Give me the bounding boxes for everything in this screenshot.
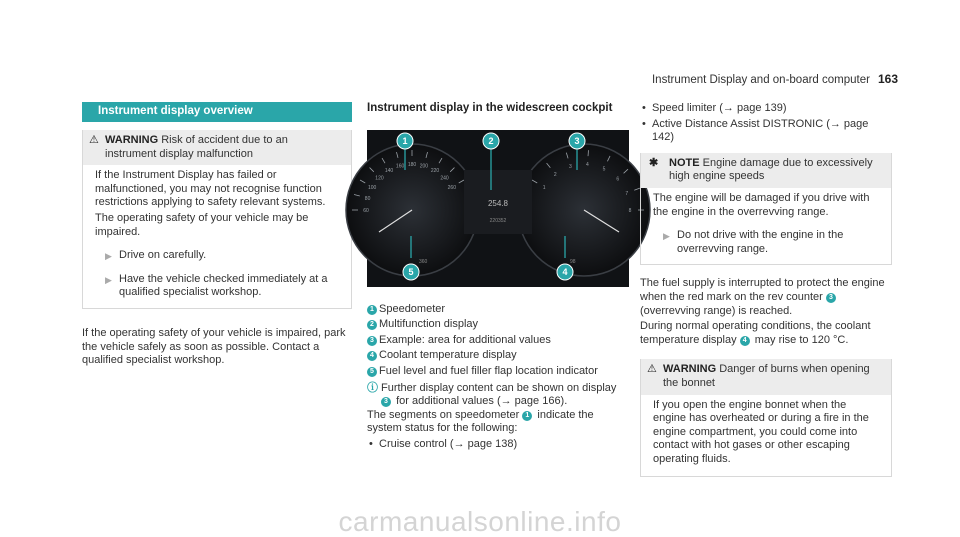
section-heading: Instrument display in the widescreen cockpit xyxy=(367,102,629,116)
ref-badge: 4 xyxy=(740,336,750,346)
info-note: ⓘ Further display content can be shown on display 3 for additional values (→ page 166). xyxy=(367,382,629,409)
note-label: NOTE xyxy=(669,157,700,169)
bullet-item: • Active Distance Assist DISTRONIC (→ page 142) xyxy=(640,118,892,145)
legend-item: 2 Multifunction display xyxy=(367,318,629,332)
dial-label: 60 xyxy=(363,208,369,214)
warning-header xyxy=(83,130,351,165)
note-heading: Engine damage due to excessively high engine speeds xyxy=(669,157,873,183)
dial-label: 220 xyxy=(431,168,440,174)
dial-label: 200 xyxy=(420,163,429,169)
warning-heading: Danger of burns when opening the bonnet xyxy=(663,363,870,389)
dial-label: 8 xyxy=(629,208,632,214)
warning-text-1: If the Instrument Display has failed or malfunctioned, you may not recognise function restrictions applying to safety relevant systems. xyxy=(95,169,339,210)
action-step xyxy=(95,249,339,263)
svg-text:4: 4 xyxy=(562,267,567,277)
odometer-value: 220352 xyxy=(490,218,507,224)
svg-text:5: 5 xyxy=(408,267,413,277)
fuel-paragraph: The fuel supply is interrupted to protect the engine when the red mark on the rev counter 3 (overrevving range) is reached. xyxy=(640,277,892,318)
right-column xyxy=(640,102,892,477)
dial-label: 6 xyxy=(616,176,619,182)
note-text: The engine will be damaged if you drive with the engine in the overrevving range. xyxy=(653,192,879,219)
warning-text: If you open the engine bonnet when the engine has overheated or during a fire in the engine compartment, you could come into contact with hot gases or other escaping operating fluids. xyxy=(653,399,879,467)
page-number: 163 xyxy=(878,73,898,87)
warning-text-2: The operating safety of your vehicle may be impaired. xyxy=(95,212,339,239)
body-paragraph: If the operating safety of your vehicle is impaired, park the vehicle safely as soon as possible. Contact a qualified specialist workshop. xyxy=(82,327,352,368)
dial-label: 7 xyxy=(625,191,628,197)
warning-header xyxy=(641,359,891,394)
left-column xyxy=(82,102,352,368)
note-box xyxy=(640,153,892,266)
legend-item: 4 Coolant temperature display xyxy=(367,349,629,363)
dial-label: 4 xyxy=(586,162,589,168)
action-step-text: Do not drive with the engine in the overrevving range. xyxy=(677,229,843,255)
dial-label: 5 xyxy=(603,166,606,172)
callout-1 xyxy=(397,133,413,149)
action-step xyxy=(653,229,879,256)
svg-text:1: 1 xyxy=(402,136,407,146)
svg-text:3: 3 xyxy=(574,136,579,146)
page-header-title: Instrument Display and on-board computer xyxy=(652,74,870,88)
dial-label: 180 xyxy=(408,162,417,168)
warning-box xyxy=(82,130,352,309)
callout-4 xyxy=(557,264,573,280)
action-step xyxy=(95,273,339,300)
callout-3 xyxy=(569,133,585,149)
warning-heading: Risk of accident due to an instrument display malfunction xyxy=(105,134,288,160)
legend-list xyxy=(367,303,629,379)
trip-value: 254.8 xyxy=(488,199,509,208)
svg-text:2: 2 xyxy=(488,136,493,146)
warning-box-burns xyxy=(640,359,892,477)
dial-label: 80 xyxy=(365,196,371,202)
cockpit-illustration xyxy=(367,130,629,287)
note-icon: ✱ xyxy=(649,157,658,171)
legend-item: 5 Fuel level and fuel filler flap location indicator xyxy=(367,365,629,379)
warning-triangle-icon: ⚠ xyxy=(647,363,657,377)
dial-label: 160 xyxy=(396,163,405,169)
callout-2 xyxy=(483,133,499,149)
section-title: Instrument display overview xyxy=(82,102,352,122)
ref-badge: 1 xyxy=(522,411,532,421)
coolant-value: 98 xyxy=(570,259,576,265)
warning-body xyxy=(641,395,891,477)
action-step-text: Have the vehicle checked immediately at a qualified specialist workshop. xyxy=(119,273,328,299)
dial-label: 2 xyxy=(554,172,557,178)
dial-label: 3 xyxy=(569,164,572,170)
ref-badge: 3 xyxy=(381,397,391,407)
note-header xyxy=(641,153,891,188)
dial-label: 140 xyxy=(385,168,394,174)
dial-label: 260 xyxy=(448,185,457,191)
arrow-icon: ▶ xyxy=(105,250,112,264)
coolant-paragraph: During normal operating conditions, the coolant temperature display 4 may rise to 120 °C. xyxy=(640,320,892,347)
note-body xyxy=(641,188,891,264)
arrow-icon: ▶ xyxy=(663,230,670,244)
dial-label: 100 xyxy=(368,185,377,191)
ref-badge: 3 xyxy=(826,293,836,303)
dial-label: 1 xyxy=(543,185,546,191)
middle-column xyxy=(367,102,629,452)
warning-label: WARNING xyxy=(663,363,716,375)
legend-item: 1 Speedometer xyxy=(367,303,629,317)
info-icon: ⓘ xyxy=(367,382,378,396)
page-header xyxy=(652,73,898,88)
bullet-item: • Cruise control (→ page 138) xyxy=(367,438,629,452)
bullet-item: • Speed limiter (→ page 139) xyxy=(640,102,892,116)
warning-triangle-icon: ⚠ xyxy=(89,134,99,148)
dial-label: 240 xyxy=(440,175,449,181)
action-step-text: Drive on carefully. xyxy=(119,249,206,261)
dial-label: 120 xyxy=(375,175,384,181)
warning-body xyxy=(83,165,351,308)
legend-item: 3 Example: area for additional values xyxy=(367,334,629,348)
arrow-icon: ▶ xyxy=(105,274,112,288)
warning-label: WARNING xyxy=(105,134,158,146)
segments-paragraph: The segments on speedometer 1 indicate the system status for the following: xyxy=(367,409,629,436)
watermark: carmanualsonline.info xyxy=(0,515,960,529)
instrument-display-image xyxy=(367,130,629,287)
callout-5 xyxy=(403,264,419,280)
range-value: 360 xyxy=(419,259,428,265)
